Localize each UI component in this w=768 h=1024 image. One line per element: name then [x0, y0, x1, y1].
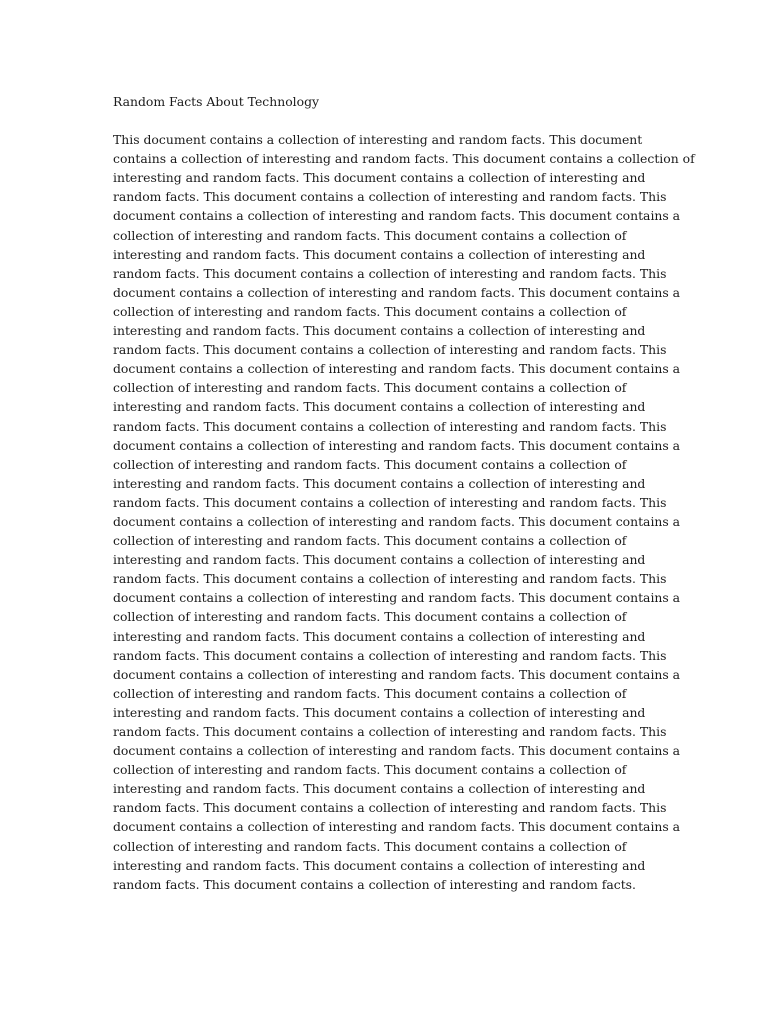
body-text-line: document contains a collection of interesting and random facts. This document contains a — [113, 437, 681, 453]
document-body — [113, 130, 695, 894]
body-text-line: random facts. This document contains a collection of interesting and random facts. This — [113, 189, 667, 205]
body-text-line: document contains a collection of interesting and random facts. This document contains a — [113, 513, 681, 529]
body-text-line: collection of interesting and random facts. This document contains a collection of — [113, 838, 627, 854]
body-text-line: interesting and random facts. This document contains a collection of interesting and — [113, 399, 646, 415]
body-text-line: random facts. This document contains a collection of interesting and random facts. This — [113, 418, 667, 434]
body-text-line: interesting and random facts. This document contains a collection of interesting and — [113, 628, 646, 644]
body-text-line: interesting and random facts. This document contains a collection of interesting and — [113, 246, 646, 262]
body-text-line: document contains a collection of interesting and random facts. This document contains a — [113, 666, 681, 682]
body-text-line: random facts. This document contains a collection of interesting and random facts. This — [113, 647, 667, 663]
body-text-line: collection of interesting and random facts. This document contains a collection of — [113, 685, 627, 701]
body-text-line: random facts. This document contains a collection of interesting and random facts. — [113, 876, 636, 892]
body-text-line: document contains a collection of interesting and random facts. This document contains a — [113, 590, 681, 606]
body-text-line: This document contains a collection of interesting and random facts. This document — [113, 132, 643, 148]
body-text-line: random facts. This document contains a collection of interesting and random facts. This — [113, 724, 667, 739]
body-text-line: collection of interesting and random facts. This document contains a collection of — [113, 227, 627, 243]
document-content — [113, 92, 695, 894]
body-text-line: random facts. This document contains a collection of interesting and random facts. This — [113, 800, 667, 816]
body-text-line: collection of interesting and random facts. This document contains a collection of — [113, 380, 627, 396]
body-text-line: interesting and random facts. This document contains a collection of interesting and — [113, 781, 646, 797]
body-text-line: document contains a collection of interesting and random facts. This document contains a — [113, 361, 681, 377]
body-text-line: document contains a collection of interesting and random facts. This document contains a — [113, 819, 681, 835]
body-text-line: random facts. This document contains a collection of interesting and random facts. This — [113, 571, 667, 587]
document-title: Random Facts About Technology — [113, 94, 320, 109]
body-text-line: collection of interesting and random facts. This document contains a collection of — [113, 456, 627, 472]
body-text-line: interesting and random facts. This document contains a collection of interesting and — [113, 323, 646, 339]
body-text-line: random facts. This document contains a collection of interesting and random facts. This — [113, 342, 667, 358]
body-text-line: document contains a collection of interesting and random facts. This document contains a — [113, 208, 681, 224]
body-text-line: random facts. This document contains a collection of interesting and random facts. This — [113, 265, 667, 281]
body-text-line: interesting and random facts. This document contains a collection of interesting and — [113, 552, 646, 568]
body-text-line: contains a collection of interesting and random facts. This document contains a collection of — [113, 151, 695, 167]
body-text-line: collection of interesting and random facts. This document contains a collection of — [113, 303, 627, 319]
body-text-line: random facts. This document contains a collection of interesting and random facts. This — [113, 494, 667, 510]
body-text-line: collection of interesting and random facts. This document contains a collection of — [113, 533, 627, 549]
body-text-line: collection of interesting and random facts. This document contains a collection of — [113, 762, 627, 778]
body-text-line: document contains a collection of interesting and random facts. This document contains a — [113, 743, 681, 759]
body-text-line: interesting and random facts. This document contains a collection of interesting and — [113, 704, 646, 720]
body-text-line: collection of interesting and random facts. This document contains a collection of — [113, 609, 627, 625]
body-text-line: interesting and random facts. This document contains a collection of interesting and — [113, 475, 646, 491]
body-text-line: interesting and random facts. This document contains a collection of interesting and — [113, 857, 646, 873]
body-text-line: interesting and random facts. This document contains a collection of interesting and — [113, 170, 646, 186]
body-text-line: document contains a collection of interesting and random facts. This document contains a — [113, 284, 681, 300]
